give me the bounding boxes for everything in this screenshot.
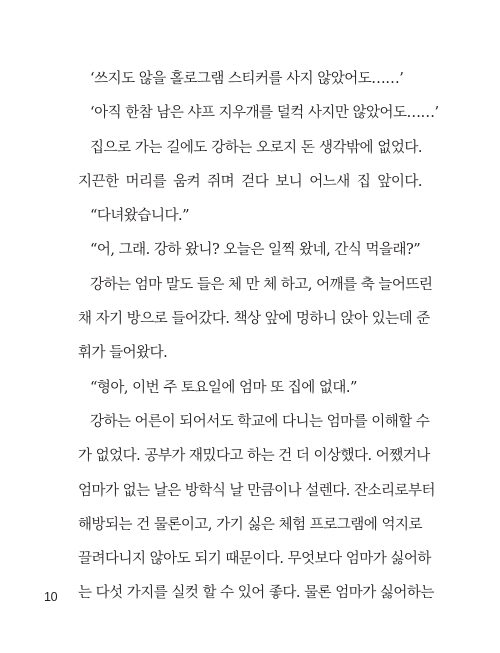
text-line: 가 없었다. 공부가 재밌다고 하는 건 더 이상했다. 어쨌거나 (78, 448, 430, 465)
text-line: 해방되는 건 물론이고, 가기 싫은 체험 프로그램에 억지로 (78, 516, 422, 533)
page-number: 10 (44, 590, 58, 604)
text-line: 집으로 가는 길에도 강하는 오로지 돈 생각밖에 없었다. (90, 139, 422, 156)
body-text (78, 62, 439, 611)
text-line: “형아, 이번 주 토요일에 엄마 또 집에 없대.” (90, 379, 357, 396)
text-line: 엄마가 없는 날은 방학식 날 만큼이나 설렌다. 잔소리로부터 (78, 482, 436, 499)
text-line: 강하는 엄마 말도 들은 체 만 체 하고, 어깨를 축 늘어뜨린 (90, 276, 433, 293)
text-line: 지끈한 머리를 움켜 쥐며 걷다 보니 어느새 집 앞이다. (78, 173, 422, 190)
text-line: 휘가 들어왔다. (78, 345, 168, 362)
text-line: 끌려다니지 않아도 되기 때문이다. 무엇보다 엄마가 싫어하 (78, 551, 431, 568)
text-line: 강하는 어른이 되어서도 학교에 다니는 엄마를 이해할 수 (90, 413, 430, 430)
text-line: “어, 그래. 강하 왔니? 오늘은 일찍 왔네, 간식 먹을래?” (90, 242, 421, 259)
text-line: “다녀왔습니다.” (90, 208, 189, 225)
text-line: ‘쓰지도 않을 홀로그램 스티커를 사지 않았어도……’ (90, 71, 404, 87)
text-line: 는 다섯 가지를 실컷 할 수 있어 좋다. 물론 엄마가 싫어하는 (78, 585, 434, 602)
text-line: ‘아직 한참 남은 샤프 지우개를 덜컥 사지만 않았어도……’ (90, 105, 439, 122)
text-line: 채 자기 방으로 들어갔다. 책상 앞에 멍하니 앉아 있는데 준 (78, 311, 430, 328)
